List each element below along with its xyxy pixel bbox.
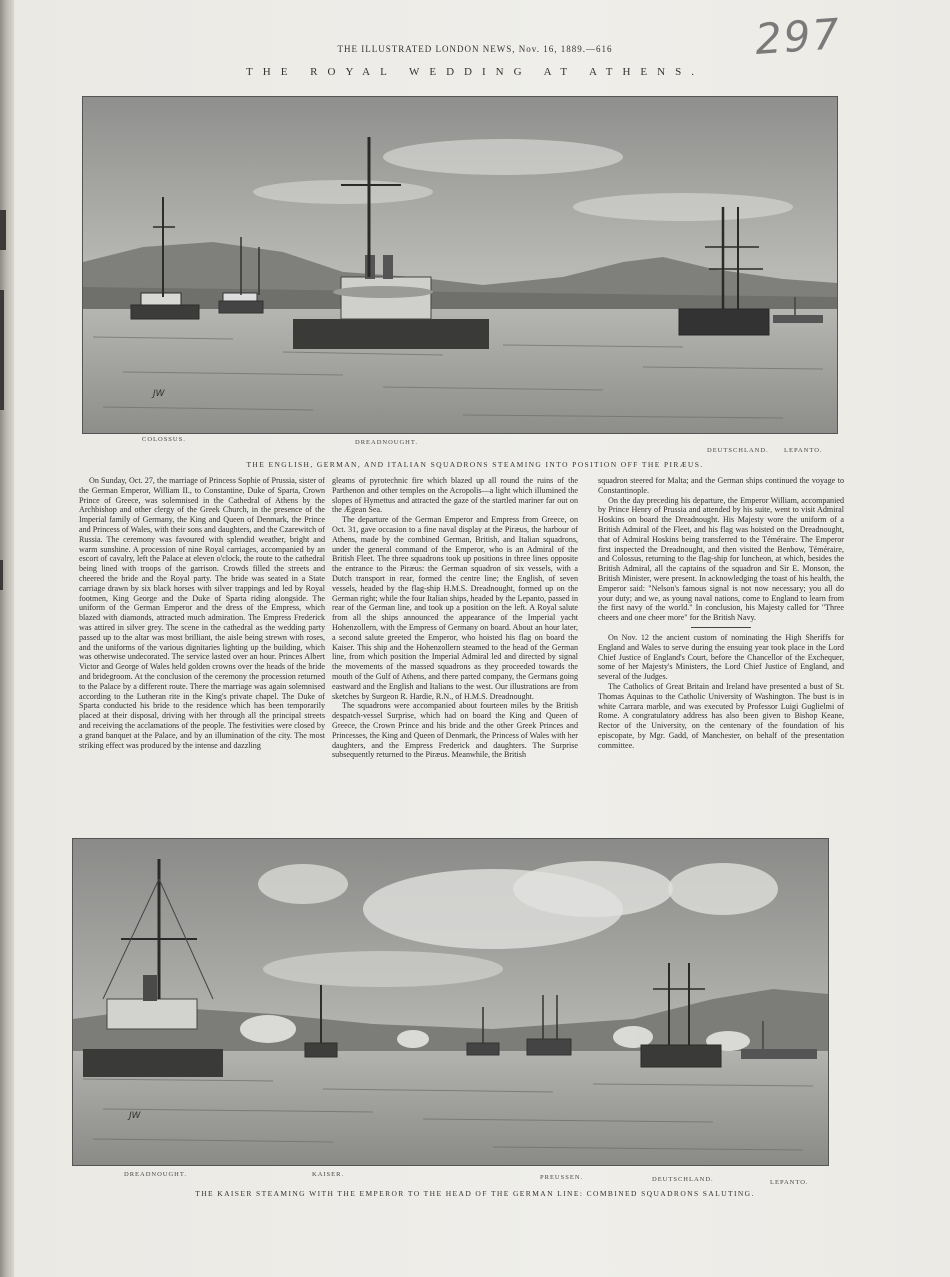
article-column-2 [332, 476, 578, 794]
article-paragraph: The squadrons were accompanied about fourteen miles by the British despatch-vessel Surprise, which had on board the King and Queen of Greece, the Crown Prince and his bride and the other Greek Princes and Princesses, the King and Queen of Denmark, the Princess of Wales with her daughters, and the Empress Frederick and daughters. The Surprise subsequently returned to the Piræus. Meanwhile, the British [332, 701, 578, 760]
article-column-3 [598, 476, 844, 794]
binding-mark [0, 290, 4, 410]
binding-mark [0, 560, 3, 590]
bottom-engraving-drawing [73, 839, 828, 1165]
publication-line: THE ILLUSTRATED LONDON NEWS, Nov. 16, 1889.—616 [337, 44, 613, 54]
article-paragraph: gleams of pyrotechnic fire which blazed up all round the ruins of the Parthenon and other temples on the Acropolis—a light which illumined the slopes of Hymettus and attracted the gaze of the startled mariner far out on the Ægean Sea. [332, 476, 578, 515]
ship-label-preussen: PREUSSEN. [540, 1174, 584, 1181]
handwritten-page-number: 297 [753, 9, 843, 64]
article-paragraph: On the day preceding his departure, the Emperor William, accompanied by Prince Henry of Prussia and attended by his suite, went to visit Admiral Hoskins on board the Dreadnought. His Majesty wore the uniform of a British Admiral of the Fleet, and his flag was hoisted on the Dreadnought, that of Admiral Hoskins being transferred to the Téméraire. The Emperor first inspected the Dreadnought, and then visited the Benbow, Téméraire, and Colossus, returning to the flag-ship for luncheon, at which, besides the British Admiral, all the captains of the squadron and Sir E. Monson, the British Minister, were present. In acknowledging the toast of his health, the Emperor said: "Nelson's famous signal is not now necessary; you all do your duty; and we, as young naval nations, come to England to learn from the first navy of the world." In conclusion, his Majesty called for "Three cheers and one cheer more" for the British Navy. [598, 495, 844, 623]
ship-label-deutschland: DEUTSCHLAND. [707, 447, 769, 454]
top-illustration-caption: THE ENGLISH, GERMAN, AND ITALIAN SQUADRONS STEAMING INTO POSITION OFF THE PIRÆUS. [246, 460, 704, 469]
bottom-illustration-caption: THE KAISER STEAMING WITH THE EMPEROR TO THE HEAD OF THE GERMAN LINE: COMBINED SQUADRONS SALUTING. [195, 1189, 755, 1198]
article-paragraph: The departure of the German Emperor and Empress from Greece, on Oct. 31, gave occasion to a fine naval display at the Piræus, the harbour of Athens, made by the combined German, British, and Italian squadrons, under the general command of the Emperor, who is an Admiral of the British Fleet. The three squadrons took up positions in three lines opposite the entrance to the Piræus: the German squadron of six vessels, with a Dutch transport in rear, formed the centre line; the English, of seven vessels, headed by the flag-ship H.M.S. Dreadnought, formed up on the German right; while the four Italian ships, headed by the Lepanto, passed in rear of the German line, and took up a position on the left. A Royal salute from all the ships announced the appearance of the Imperial yacht Hohenzollern, with the Empress of Germany on board. About an hour later, a second salute greeted the Emperor, who hoisted his flag on board the Kaiser. This ship and the Hohenzollern steamed to the head of the German line, from which position the Imperial Admiral led and directed by signal the movements of the massed squadrons as they proceeded towards the mouth of the Gulf of Athens, and there parted company, the Germans going eastward and the English and Italians to the west. Our illustrations are from sketches by Surgeon R. Hardie, R.N., of H.M.S. Dreadnought. [332, 515, 578, 701]
ship-label-lepanto: LEPANTO. [784, 447, 823, 454]
ship-label-lepanto: LEPANTO. [770, 1179, 809, 1186]
engraver-signature: JW [153, 389, 165, 399]
article-paragraph: The Catholics of Great Britain and Ireland have presented a bust of St. Thomas Aquinas to the Catholic University of Washington. The bust is in white Carrara marble, and was executed by Professor Luigi Guglielmi of Rome. A congratulatory address has also been given to Bishop Keane, Rector of the University, on the centenary of the foundation of his episcopate, by Mgr. Gadd, of Manchester, on behalf of the presentation committee. [598, 681, 844, 750]
column-rule [691, 627, 751, 628]
ship-label-dreadnought: DREADNOUGHT. [124, 1171, 187, 1178]
binding-mark [0, 210, 6, 250]
article-paragraph: On Sunday, Oct. 27, the marriage of Princess Sophie of Prussia, sister of the German Emperor, William II., to Constantine, Duke of Sparta, Crown Prince of Greece, was solemnised in the Cathedral of Athens by the Archbishop and other clergy of the Greek Church, in the presence of the Imperial family of Germany, the King and Queen of Denmark, the Prince and Princess of Wales, with their sons and daughters, and the Czarewitch of Russia. The ceremony was favoured with splendid weather, bright and warm sunshine. A procession of nine Royal carriages, accompanied by an escort of cavalry, left the Palace at eleven o'clock, the route to the cathedral being lined with troops of the garrison. Crowds filled the streets and cheered the bride and the Royal party. The bride was seated in a State carriage drawn by six black horses with silver trappings and led by Royal footmen, King George and the Duke of Sparta riding alongside. The uniform of the German Emperor and the dress of the Empress, which blazed with diamonds, attracted much admiration. The Empress Frederick was attired in silver grey. The scene in the cathedral as the wedding party passed up to the altar was most brilliant, the aisle being strewn with roses, and the uniforms of the various dignitaries lighting up the building, which was otherwise undecorated. The service lasted over an hour. Princes Albert Victor and George of Wales held golden crowns over the heads of the bride and bridegroom. At the conclusion of the ceremony the procession returned to the Palace by a different route. There the marriage was again solemnised according to the Lutheran rite in the King's private chapel. The Duke of Sparta conducted his bride to the residence which has been temporarily placed at their disposal, driving with her through all the principal streets and receiving the acclamations of the people. The festivities were closed by a grand banquet at the Palace, and by an illumination of the city. The most striking effect was produced by the intense and dazzling [79, 476, 325, 750]
ship-label-kaiser: KAISER. [312, 1171, 345, 1178]
top-engraving-drawing [83, 97, 837, 433]
engraver-signature: JW [129, 1111, 141, 1121]
article-paragraph: squadron steered for Malta; and the German ships continued the voyage to Constantinople. [598, 476, 844, 495]
article-column-1 [79, 476, 325, 794]
ship-label-deutschland: DEUTSCHLAND. [652, 1176, 714, 1183]
top-engraving-squadrons [82, 96, 838, 434]
ship-label-dreadnought: DREADNOUGHT. [355, 439, 418, 446]
bottom-engraving-saluting [72, 838, 829, 1166]
page-binding-edge [0, 0, 14, 1277]
page-title: THE ROYAL WEDDING AT ATHENS. [246, 66, 704, 78]
article-paragraph: On Nov. 12 the ancient custom of nominating the High Sheriffs for England and Wales to serve during the ensuing year took place in the Lord Chief Justice of England's Court, before the Chancellor of the Exchequer, some of her Majesty's Ministers, the Lord Chief Justice of England, and several of the Judges. [598, 632, 844, 682]
ship-label-colossus: COLOSSUS. [142, 436, 186, 443]
